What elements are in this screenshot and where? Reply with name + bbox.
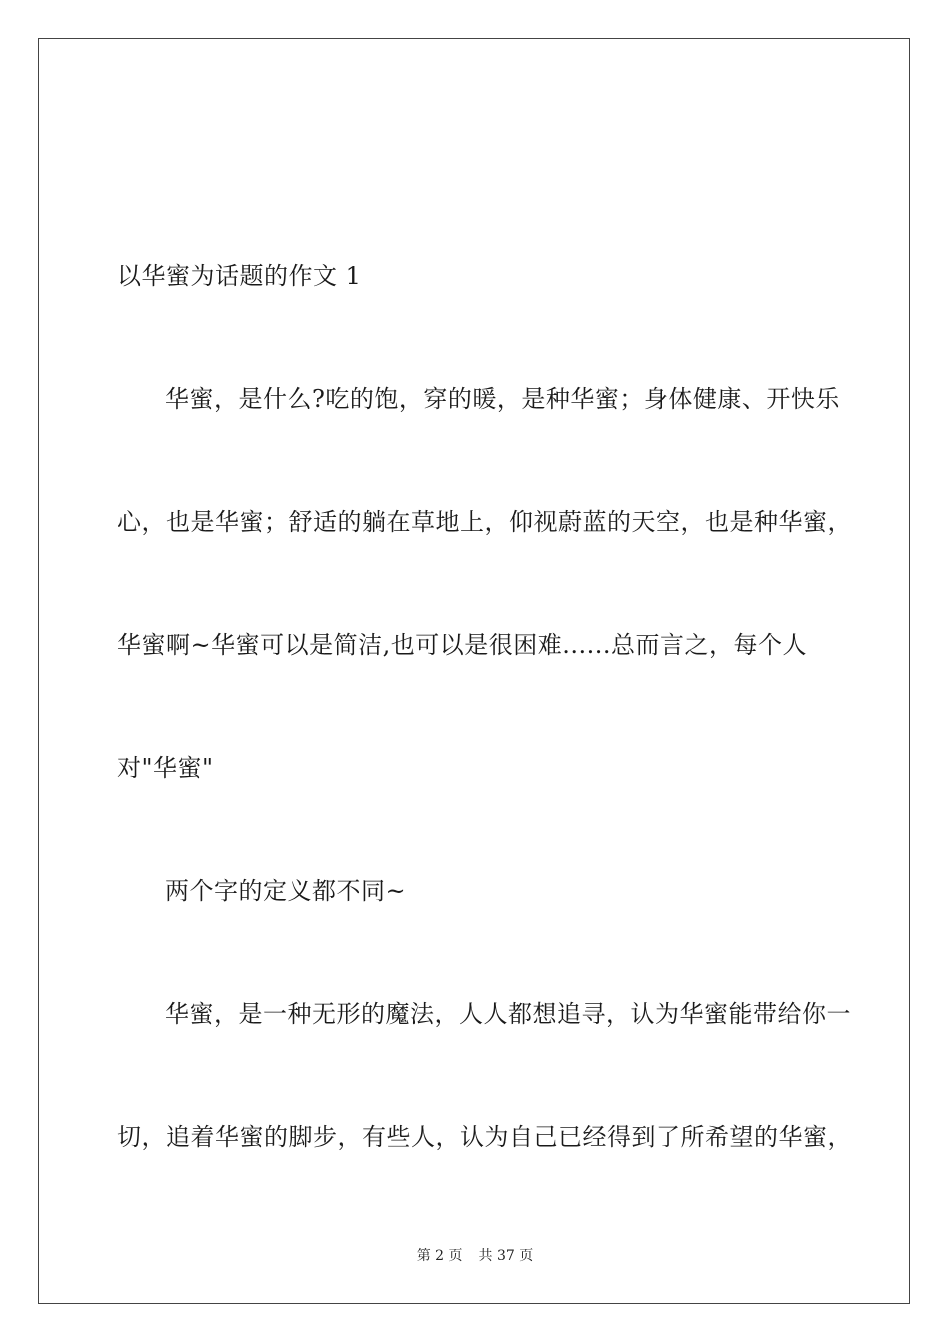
paragraph-line: 华蜜，是一种无形的魔法，人人都想追寻，认为华蜜能带给你一	[165, 1000, 851, 1028]
paragraph-line: 华蜜啊~华蜜可以是简洁,也可以是很困难......总而言之，每个人	[117, 631, 808, 659]
paragraph-line: 心，也是华蜜；舒适的躺在草地上，仰视蔚蓝的天空，也是种华蜜，	[117, 508, 852, 536]
page-number: 第 2 页	[416, 1248, 463, 1264]
page-frame	[38, 38, 910, 1304]
paragraph-line: 对"华蜜"	[117, 754, 214, 782]
paragraph-line: 两个字的定义都不同~	[165, 877, 407, 905]
page-footer	[0, 1247, 950, 1265]
document-title: 以华蜜为话题的作文 1	[117, 262, 362, 290]
paragraph-line: 华蜜，是什么?吃的饱，穿的暖，是种华蜜；身体健康、开快乐	[165, 385, 840, 413]
page-total: 共 37 页	[478, 1248, 534, 1264]
paragraph-line: 切，追着华蜜的脚步，有些人，认为自己已经得到了所希望的华蜜，	[117, 1123, 852, 1151]
